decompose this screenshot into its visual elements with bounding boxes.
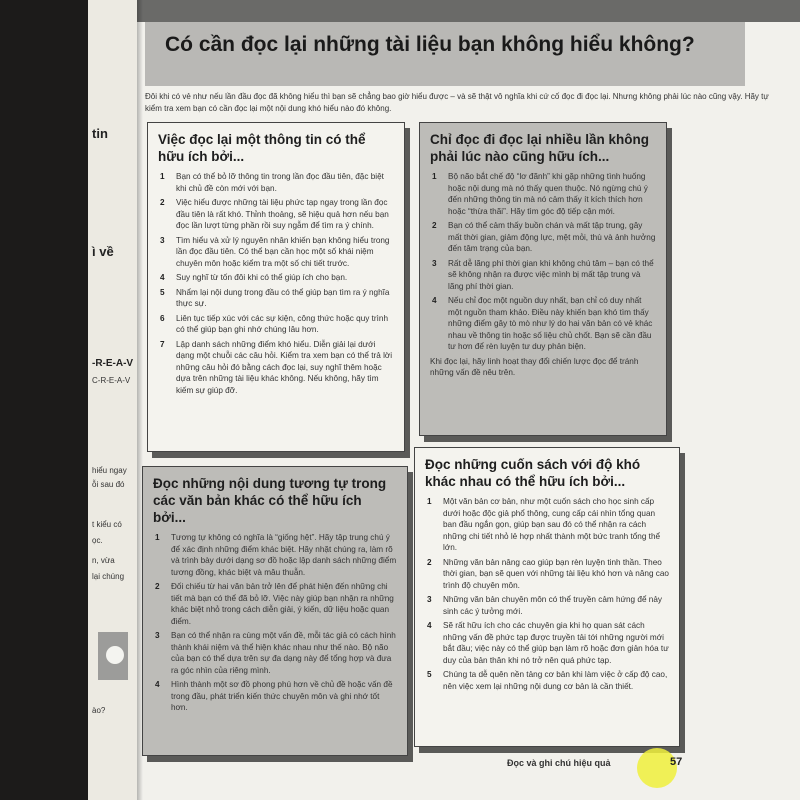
list-item xyxy=(158,313,394,336)
left-page-fragment: t kiểu có xyxy=(92,520,122,529)
list-item xyxy=(425,669,669,692)
list-item xyxy=(430,295,656,353)
page-number: 57 xyxy=(670,756,683,768)
item-text: Nhẩm lại nội dung trong đầu có thể giúp bạn tìm ra ý nghĩa thực sự. xyxy=(176,287,390,308)
left-page-edge xyxy=(88,0,138,800)
item-text: Một văn bản cơ bản, như một cuốn sách cho học sinh cấp dưới hoặc độc giả phổ thông, cung cấp cái nhìn tổng quan ban đầu ngắn gọn, giúp bạn sau đó có thể nhận ra cách những chi tiết nhỏ lẻ hợp nhất thành một bức tranh tổng thể lớn. xyxy=(443,497,661,552)
book-page xyxy=(137,0,800,800)
list-item xyxy=(158,171,394,194)
box-heading: Đọc những cuốn sách với độ khó khác nhau có thể hữu ích bởi... xyxy=(425,457,641,489)
item-text: Nếu chỉ đọc một nguồn duy nhất, bạn chỉ có duy nhất một nguồn tham khảo. Điều này khiến bạn khó tìm thấy những điểm gây tò mò như lý do hai văn bản có vẻ khác nhau về thông tin hoặc số liệu chủ chốt. Bạn sẽ cần đầu tư hơn để rèn luyện tư duy phản biện. xyxy=(448,296,653,351)
list-item xyxy=(430,220,656,255)
item-text: Bạn có thể cảm thấy buồn chán và mất tập trung, gây mất thời gian, giảm động lực, mệt mỏi, thù và ảnh hưởng đến tâm trạng của bạn. xyxy=(448,221,656,253)
box-heading: Đọc những nội dung tương tự trong các văn bản khác có thể hữu ích bởi... xyxy=(153,476,387,525)
left-page-fragment: ỗi sau đó xyxy=(92,480,125,489)
item-text: Những văn bản nâng cao giúp bạn rèn luyện tinh thần. Theo thời gian, bạn sẽ quen với những tài liệu khó hơn và nâng cao trình độ chuyên môn. xyxy=(443,557,669,590)
item-text: Rất dễ lãng phí thời gian khi không chú tâm – bạn có thể sẽ không nhận ra được việc mình bị mất tập trung và lãng phí thời gian. xyxy=(448,258,654,291)
box-list xyxy=(430,171,656,353)
item-text: Tìm hiểu và xử lý nguyên nhân khiến bạn không hiểu trong lần đọc đầu tiên. Có thể bạn cần học một số khái niệm chuyên môn hoặc kiểm tra một số chi tiết trước. xyxy=(176,235,390,268)
item-number: 3 xyxy=(155,631,160,640)
item-number: 5 xyxy=(160,287,165,297)
item-text: Bộ não bắt chế độ “lơ đãnh” khi gặp những tình huống hoặc nội dung mà nó thấy quen thuộc. Nó ngừng chú ý đến những thông tin mà nó cảm thấy ít kích thích hơn hoặc “thừa thãi”. Hãy tìm góc độ tiếp cận mới. xyxy=(448,172,648,216)
box-reread-not-always-useful xyxy=(419,122,667,436)
item-number: 1 xyxy=(160,172,165,181)
item-number: 3 xyxy=(160,235,165,245)
list-item xyxy=(425,496,669,554)
left-page-fragment: C-R-E-A-V xyxy=(92,376,131,385)
box-similar-content xyxy=(142,466,408,756)
list-item xyxy=(158,197,394,232)
item-text: Những văn bản chuyên môn có thể truyền cảm hứng để nảy sinh các ý tưởng mới. xyxy=(443,595,662,616)
item-text: Liên tục tiếp xúc với các sự kiện, công thức hoặc quy trình có thể giúp bạn ghi nhớ chúng lâu hơn. xyxy=(176,313,389,334)
item-text: Bạn có thể bỏ lỡ thông tin trong lần đọc đầu tiên, đặc biệt khi chủ đề còn mới với bạn. xyxy=(176,172,384,193)
left-page-fragment: ào? xyxy=(92,706,106,715)
item-number: 2 xyxy=(160,198,165,207)
list-item xyxy=(158,287,394,310)
left-page-fragment: n, vừa xyxy=(92,556,115,565)
item-number: 2 xyxy=(427,557,432,567)
item-number: 4 xyxy=(432,296,437,305)
list-item xyxy=(158,272,394,284)
page-top-band xyxy=(137,0,800,22)
page-gutter-shadow xyxy=(137,0,143,800)
item-number: 6 xyxy=(160,313,165,323)
item-number: 1 xyxy=(432,172,437,181)
box-different-difficulty xyxy=(414,447,680,747)
list-item xyxy=(425,620,669,666)
item-text: Bạn có thể nhận ra cùng một vấn đề, mỗi tác giả có cách hình thành khái niệm và thể hiện khác nhau như thế nào. Bộ não của bạn có thể dựa trên sự đa dạng này để tổng hợp và đưa ra góc nhìn của riêng mình. xyxy=(171,631,396,675)
list-item xyxy=(425,594,669,617)
box-list xyxy=(158,171,394,396)
item-text: Chúng ta dễ quên nền tảng cơ bản khi làm việc ở cấp độ cao, nên việc xem lại những nội dung cơ bản là cần thiết. xyxy=(443,670,668,691)
box-outro: Khi đọc lại, hãy linh hoạt thay đổi chiến lược đọc để tránh những vấn đề nêu trên. xyxy=(430,356,639,377)
item-number: 1 xyxy=(427,497,432,506)
list-item xyxy=(430,258,656,293)
list-item xyxy=(158,339,394,397)
box-heading: Chỉ đọc đi đọc lại nhiều lần không phải lúc nào cũng hữu ích... xyxy=(430,132,650,164)
running-footer: Đọc và ghi chú hiệu quả xyxy=(507,758,611,768)
item-number: 4 xyxy=(160,273,165,282)
item-text: Sẽ rất hữu ích cho các chuyên gia khi họ quan sát cách những vấn đề phức tạp được truyền tải tới những người mới bắt đầu; việc này có thể giúp bạn làm rõ hoặc đơn giản hóa tư duy của bản thân khi nó trở nên quá phức tạp. xyxy=(443,621,669,665)
item-text: Lập danh sách những điểm khó hiểu. Diễn giải lại dưới dạng một chuỗi các câu hỏi. Kiểm tra xem bạn có thể trả lời những câu hỏi đó bằng cách đọc lại, suy nghĩ thêm hoặc dựa trên những tài liệu khác không. Nếu không, hãy tìm kiếm sự giúp đỡ. xyxy=(176,339,393,395)
highlighter-mark xyxy=(637,748,677,788)
left-page-fragment: -R-E-A-V xyxy=(92,358,134,369)
list-item xyxy=(153,679,397,714)
circle-icon xyxy=(106,646,124,664)
item-number: 3 xyxy=(432,258,437,268)
item-number: 4 xyxy=(427,621,432,630)
item-text: Tương tự không có nghĩa là “giống hệt”. Hãy tập trung chú ý để xác định những điểm khác biệt. Hãy nhặt chúng ra, làm rõ và trình bày dưới dạng sơ đồ hoặc lập danh sách những điểm tương đồng, khác biệt và mâu thuẫn. xyxy=(171,533,397,577)
page-title: Có cần đọc lại những tài liệu bạn không hiểu không? xyxy=(165,33,695,56)
item-number: 1 xyxy=(155,533,160,542)
item-number: 2 xyxy=(432,221,437,230)
item-number: 7 xyxy=(160,339,165,349)
list-item xyxy=(153,581,397,627)
item-text: Đối chiếu từ hai văn bản trở lên để phát hiện đến những chi tiết mà bạn có thể đã bỏ lỡ. Việc này giúp bạn nhận ra những khác biệt nhỏ trong cách diễn giải, ý kiến, dữ liệu hoặc quan điểm. xyxy=(171,582,394,626)
left-page-fragment: ì về xyxy=(92,244,114,259)
list-item xyxy=(430,171,656,217)
side-marker-block xyxy=(98,632,128,680)
list-item xyxy=(158,235,394,270)
left-page-fragment: tin xyxy=(92,126,108,141)
box-list xyxy=(153,532,397,714)
item-number: 3 xyxy=(427,595,432,604)
left-page-fragment: lại chúng xyxy=(92,572,125,581)
box-heading: Việc đọc lại một thông tin có thể hữu ích bởi... xyxy=(158,132,366,164)
box-list xyxy=(425,496,669,692)
item-text: Suy nghĩ từ tốn đôi khi có thể giúp ích cho bạn. xyxy=(176,273,348,282)
item-number: 4 xyxy=(155,680,160,689)
item-text: Việc hiểu được những tài liệu phức tạp ngay trong lần đọc đầu tiên là rất khó. Thỉnh thoảng, sẽ hiệu quả hơn nếu bạn đọc lần lượt từng phần rồi suy ngẫm để tìm ra ý chính. xyxy=(176,198,389,230)
left-page-fragment: hiểu ngay xyxy=(92,466,127,475)
item-number: 2 xyxy=(155,582,160,591)
left-page-fragment: ọc. xyxy=(92,536,103,545)
list-item xyxy=(153,630,397,676)
list-item xyxy=(425,557,669,592)
item-number: 5 xyxy=(427,670,432,679)
box-reread-useful xyxy=(147,122,405,452)
list-item xyxy=(153,532,397,578)
item-text: Hình thành một sơ đồ phong phú hơn về chủ đề hoặc vấn đề trong đầu, phát triển kiến thức chuyên môn và ghi nhớ tốt hơn. xyxy=(171,680,393,712)
intro-paragraph: Đôi khi có vẻ như nếu lần đầu đọc đã không hiểu thì bạn sẽ chẳng bao giờ hiểu được – và sẽ thật vô nghĩa khi cứ cố đọc đi đọc lại. Nhưng không phải lúc nào cũng vậy. Hãy tự kiểm tra xem bạn có cần đọc lại một nội dung khó hiểu nào đó không. xyxy=(145,92,769,113)
